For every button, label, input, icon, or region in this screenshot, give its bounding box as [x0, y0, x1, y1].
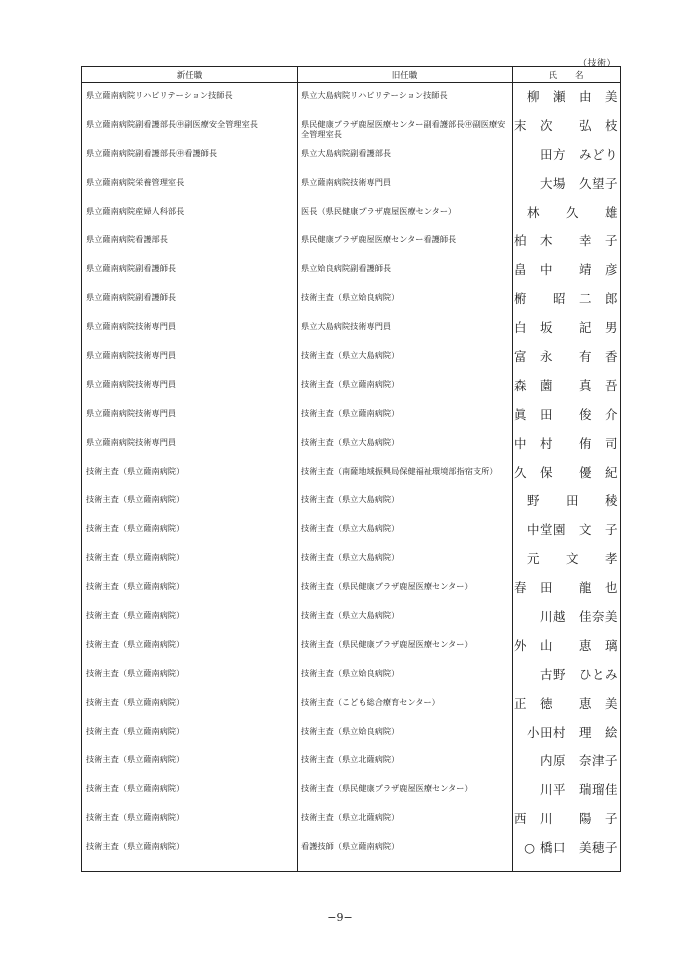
- new-post-cell: 県立薩南病院産婦人科部長: [86, 205, 185, 216]
- old-post-cell: 技術主査（こども総合療育センター）: [301, 696, 440, 707]
- name-cell: 中 村 侑 司: [514, 435, 619, 451]
- table-row: [82, 661, 620, 690]
- old-post-cell: 県立大島病院副看護部長: [301, 147, 392, 158]
- new-post-cell: 技術主査（県立薩南病院）: [86, 696, 185, 707]
- table-row: [82, 372, 620, 401]
- table-row: [82, 574, 620, 603]
- new-post-cell: 県立薩南病院副看護師長: [86, 292, 177, 303]
- old-post-cell: 県民健康プラザ鹿屋医療センター看護師長: [301, 234, 457, 245]
- old-post-cell: 医長（県民健康プラザ鹿屋医療センター）: [301, 205, 457, 216]
- new-post-cell: 県立薩南病院副看護部長㊥副医療安全管理室長: [86, 118, 258, 129]
- new-post-cell: 技術主査（県立薩南病院）: [86, 581, 185, 592]
- name-cell: 内原 奈津子: [539, 753, 618, 769]
- name-cell: 柳 瀬 由 美: [526, 89, 618, 104]
- personnel-table: [81, 66, 621, 872]
- old-post-cell: 技術主査（県民健康プラザ鹿屋医療センター）: [301, 783, 473, 794]
- new-post-cell: 技術主査（県立薩南病院）: [86, 610, 185, 621]
- old-post-cell: 技術主査（県立大島病院）: [301, 523, 400, 534]
- old-post-cell: 技術主査（県立大島病院）: [301, 552, 400, 563]
- old-post-cell: 技術主査（県立姶良病院）: [301, 725, 400, 736]
- new-post-cell: 県立薩南病院看護部長: [86, 234, 168, 245]
- page-number: −9−: [327, 911, 353, 924]
- new-post-cell: 技術主査（県立薩南病院）: [86, 841, 185, 852]
- table-row: [82, 834, 620, 863]
- table-row: [82, 747, 620, 776]
- new-post-cell: 県立薩南病院副看護師長: [86, 263, 177, 274]
- name-cell: 白 坂 記 男: [514, 320, 619, 336]
- table-row: [82, 199, 620, 228]
- name-cell: 森 薗 真 吾: [514, 377, 619, 393]
- name-cell: 春 田 龍 也: [514, 580, 619, 596]
- new-post-cell: 技術主査（県立薩南病院）: [86, 812, 185, 823]
- name-cell: 元 文 孝: [526, 551, 618, 567]
- name-cell: ○ 橋口 美穂子: [524, 840, 618, 856]
- new-post-cell: 県立薩南病院リハビリテーション技師長: [86, 90, 233, 100]
- old-post-cell: 技術主査（県立大島病院）: [301, 436, 400, 447]
- name-cell: 古野 ひとみ: [539, 666, 618, 682]
- name-cell: 富 永 有 香: [514, 349, 619, 365]
- new-post-cell: 技術主査（県立薩南病院）: [86, 638, 185, 649]
- name-cell: 川平 瑞瑠佳: [539, 782, 618, 798]
- old-post-cell: 県立姶良病院副看護師長: [301, 263, 392, 274]
- name-cell: 田方 みどり: [539, 146, 618, 162]
- new-post-cell: 県立薩南病院技術専門員: [86, 407, 177, 418]
- name-cell: 畠 中 靖 彦: [514, 262, 619, 278]
- new-post-cell: 県立薩南病院技術専門員: [86, 321, 177, 332]
- new-post-cell: 技術主査（県立薩南病院）: [86, 465, 185, 476]
- old-post-cell: 技術主査（県立北薩病院）: [301, 812, 400, 823]
- table-row: [82, 632, 620, 661]
- new-post-cell: 技術主査（県立薩南病院）: [86, 494, 185, 505]
- new-post-cell: 県立薩南病院技術専門員: [86, 436, 177, 447]
- table-row: [82, 285, 620, 314]
- old-post-cell: 技術主査（県民健康プラザ鹿屋医療センター）: [301, 638, 473, 649]
- table-row: [82, 776, 620, 805]
- new-post-cell: 県立薩南病院技術専門員: [86, 378, 177, 389]
- old-post-cell: 技術主査（県立姶良病院）: [301, 292, 400, 303]
- old-post-cell: 技術主査（県立薩南病院）: [301, 378, 400, 389]
- name-cell: 久 保 優 紀: [514, 464, 619, 480]
- old-post-cell: 看護技師（県立薩南病院）: [301, 841, 400, 852]
- new-post-cell: 技術主査（県立薩南病院）: [86, 523, 185, 534]
- table-body: [82, 83, 620, 863]
- new-post-cell: 技術主査（県立薩南病院）: [86, 754, 185, 765]
- new-post-cell: 技術主査（県立薩南病院）: [86, 667, 185, 678]
- new-post-cell: 県立薩南病院技術専門員: [86, 350, 177, 361]
- table-row: [82, 83, 620, 112]
- header-new-post: 新任職: [176, 71, 203, 81]
- name-cell: 外 山 恵 璃: [514, 637, 619, 653]
- table-row: [82, 719, 620, 748]
- header-old-post: 旧任職: [391, 71, 418, 81]
- name-cell: 眞 田 俊 介: [514, 406, 619, 422]
- name-cell: 正 徳 恵 美: [514, 695, 619, 711]
- name-cell: 柏 木 幸 子: [514, 233, 619, 249]
- old-post-cell: 県民健康プラザ鹿屋医療センター副看護部長㊥副医療安全管理室長: [301, 118, 506, 139]
- name-cell: 西 川 陽 子: [514, 811, 619, 827]
- new-post-cell: 技術主査（県立薩南病院）: [86, 783, 185, 794]
- old-post-cell: 県立大島病院リハビリテーション技師長: [301, 90, 448, 100]
- table-row: [82, 256, 620, 285]
- table-row: [82, 545, 620, 574]
- table-row: [82, 459, 620, 488]
- old-post-cell: 県立大島病院技術専門員: [301, 321, 392, 332]
- old-post-cell: 技術主査（県立北薩病院）: [301, 754, 400, 765]
- old-post-cell: 技術主査（南薩地域振興局保健福祉環境部指宿支所）: [301, 465, 498, 476]
- table-row: [82, 516, 620, 545]
- new-post-cell: 県立薩南病院栄養管理室長: [86, 176, 185, 187]
- new-post-cell: 技術主査（県立薩南病院）: [86, 725, 185, 736]
- name-cell: 末 次 弘 枝: [514, 117, 619, 133]
- old-post-cell: 技術主査（県立大島病院）: [301, 610, 400, 621]
- table-row: [82, 603, 620, 632]
- table-row: [82, 227, 620, 256]
- table-header: [82, 67, 620, 83]
- name-cell: 川越 佳奈美: [539, 609, 618, 625]
- table-row: [82, 170, 620, 199]
- table-row: [82, 314, 620, 343]
- old-post-cell: 県立薩南病院技術専門員: [301, 176, 392, 187]
- name-cell: 中堂園 文 子: [526, 522, 618, 538]
- table-row: [82, 487, 620, 516]
- table-row: [82, 690, 620, 719]
- table-row: [82, 430, 620, 459]
- header-name: 氏名: [548, 71, 602, 81]
- table-row: [82, 343, 620, 372]
- name-cell: 大場 久望子: [539, 175, 618, 191]
- old-post-cell: 技術主査（県民健康プラザ鹿屋医療センター）: [301, 581, 473, 592]
- new-post-cell: 技術主査（県立薩南病院）: [86, 552, 185, 563]
- name-cell: 林 久 雄: [526, 204, 618, 220]
- table-row: [82, 141, 620, 170]
- new-post-cell: 県立薩南病院副看護部長㊥看護師長: [86, 147, 218, 158]
- name-cell: 椨 昭 二 郎: [514, 291, 619, 307]
- category-label: （技術）: [578, 59, 617, 69]
- table-row: [82, 401, 620, 430]
- name-cell: 小田村 理 絵: [526, 724, 618, 740]
- old-post-cell: 技術主査（県立姶良病院）: [301, 667, 400, 678]
- old-post-cell: 技術主査（県立大島病院）: [301, 494, 400, 505]
- table-row: [82, 805, 620, 834]
- table-row: [82, 112, 620, 141]
- name-cell: 野 田 稜: [526, 493, 618, 509]
- old-post-cell: 技術主査（県立薩南病院）: [301, 407, 400, 418]
- old-post-cell: 技術主査（県立大島病院）: [301, 350, 400, 361]
